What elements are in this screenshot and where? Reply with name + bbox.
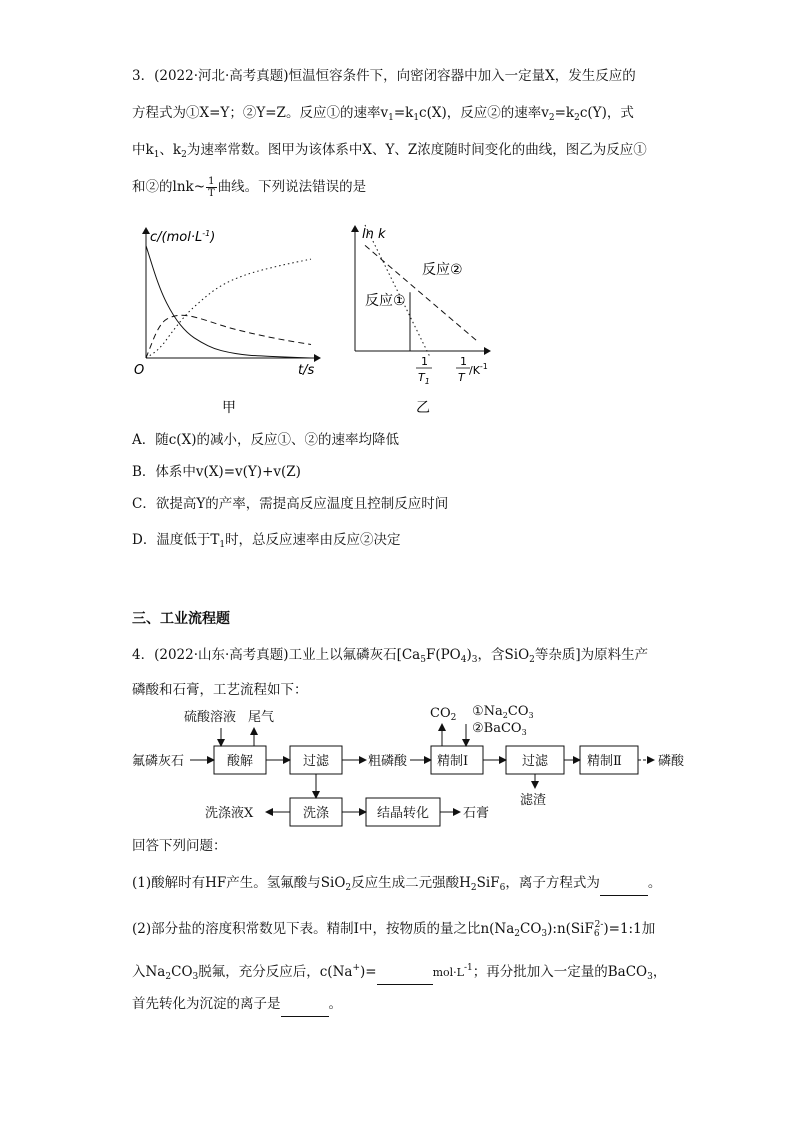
q3-text-3b: 、k — [159, 142, 182, 158]
q3-text-4a: 和②的lnk~ — [132, 179, 206, 195]
answer-blank-1[interactable] — [600, 875, 648, 896]
yi-tick-1-over-t — [456, 355, 488, 384]
flow-box-refine2-label: 精制Ⅱ — [587, 754, 622, 769]
p3-text-d: )= — [360, 964, 377, 980]
q3-line-3 — [132, 140, 647, 165]
q4-ask-text: 回答下列问题： — [132, 838, 227, 854]
q3-text-2d: c(Y)，式 — [579, 105, 634, 121]
flow-box-cryst-label: 结晶转化 — [377, 806, 430, 821]
q3-text-2b: =k — [393, 105, 414, 121]
frac-num: 1 — [206, 176, 217, 188]
frac-den: T — [208, 188, 215, 199]
q3-text-2a: 方程式为①X=Y；②Y=Z。反应①的速率v — [132, 105, 389, 121]
flow-box-acid-label: 酸解 — [227, 754, 254, 769]
flow-tail-gas: 尾气 — [248, 710, 275, 725]
q4-part-2-cont — [132, 958, 666, 987]
q3-text-2b2: =k — [554, 105, 575, 121]
sub: 3 — [647, 972, 653, 982]
q3-text-3a: 中k — [132, 142, 154, 158]
q4-text-1b: F(PO — [425, 647, 461, 663]
q4-text-1c: ) — [466, 647, 472, 663]
q4-part-1 — [132, 873, 661, 898]
flow-box-filter2-label: 过滤 — [522, 754, 549, 769]
flow-product1: 磷酸 — [658, 754, 685, 769]
q3-text-2c: c(X)，反应②的速率v — [419, 105, 549, 121]
sub: 2 — [181, 150, 187, 160]
p3-text-c: 脱氟，充分反应后，c(Na — [198, 964, 353, 980]
tick1-num: 1 — [421, 355, 428, 368]
jia-caption: 甲 — [222, 400, 236, 416]
sub: 5 — [420, 655, 426, 665]
option-a — [132, 430, 399, 450]
p1-text-b: 反应生成二元强酸H — [351, 875, 471, 891]
sub: 6 — [499, 883, 506, 893]
sup: -1 — [463, 963, 473, 973]
q4-source: (2022·山东·高考真题) — [154, 647, 289, 663]
yi-label-reaction2: 反应② — [422, 262, 463, 278]
flow-wash-out: 洗涤液X — [205, 806, 254, 821]
q3-line-2 — [132, 103, 634, 128]
jia-series-Z — [146, 259, 311, 358]
option-b — [132, 462, 301, 482]
flow-acid-in: 硫酸溶液 — [184, 710, 237, 725]
q4-part-2-end — [132, 994, 342, 1017]
q3-text-1: 恒温恒容条件下，向密闭容器中加入一定量X，发生反应的 — [288, 68, 636, 84]
sub: 3 — [192, 972, 199, 982]
flow-crude: 粗磷酸 — [368, 754, 408, 769]
p3-text-f: ， — [652, 964, 667, 980]
yi-ylabel: ln k — [362, 227, 386, 242]
sub: 2 — [514, 929, 521, 939]
p1-text-c: SiF — [476, 875, 500, 891]
q4-text-1d: ，含SiO — [477, 647, 530, 663]
sub: 2 — [165, 972, 172, 982]
q4-text-2: 磷酸和石膏，工艺流程如下： — [132, 682, 308, 698]
sub: 2 — [574, 113, 580, 123]
sub: 2 — [345, 883, 352, 893]
option-c — [132, 494, 448, 514]
p3-text-e: ；再分批加入一定量的BaCO — [472, 964, 648, 980]
option-a-text: A．随c(X)的减小，反应①、②的速率均降低 — [132, 432, 399, 448]
jia-series-Y — [146, 315, 311, 358]
p1-text-a: (1)酸解时有HF产生。氢氟酸与SiO — [132, 875, 346, 891]
sub: 4 — [460, 655, 467, 665]
fraction-1-over-t — [206, 176, 217, 199]
tick2-den: T — [458, 371, 465, 384]
option-b-text: B．体系中v(X)=v(Y)+v(Z) — [132, 464, 301, 480]
jia-origin: O — [134, 363, 145, 378]
option-d-text-a: D．温度低于T — [132, 532, 220, 548]
tick2-num: 1 — [460, 355, 467, 368]
q3-line-1 — [132, 66, 636, 86]
q4-text-1a: 工业上以氟磷灰石[Ca — [288, 647, 421, 663]
sub: 2 — [548, 113, 555, 123]
sub: 1 — [153, 150, 160, 160]
flow-box-refine1-label: 精制Ⅰ — [437, 754, 469, 769]
sub: 2 — [529, 655, 535, 665]
yi-caption: 乙 — [416, 400, 430, 416]
process-flow — [130, 700, 700, 830]
q3-text-3c: 为速率常数。图甲为该体系中X、Y、Z浓度随时间变化的曲线，图乙为反应① — [186, 142, 647, 158]
sub: 2 — [470, 883, 477, 893]
p1-end: 。 — [647, 875, 662, 891]
flow-box-filter1-label: 过滤 — [303, 754, 330, 769]
p4-text-a: 首先转化为沉淀的离子是 — [132, 996, 281, 1012]
sub: 1 — [388, 113, 394, 123]
flow-product2: 石膏 — [463, 806, 490, 821]
flow-feed: 氟磷灰石 — [132, 754, 185, 769]
chart-yi — [340, 222, 510, 420]
q3-text-4b: 曲线。下列说法错误的是 — [217, 179, 367, 195]
option-c-text: C．欲提高Y的产率，需提高反应温度且控制反应时间 — [132, 496, 449, 512]
flow-reagent1: $①Na_2CO_3$ — [472, 704, 534, 720]
p2-text-a: (2)部分盐的溶度积常数见下表。精制Ⅰ中，按物质的量之比n(Na — [132, 921, 515, 937]
sub: 6 — [593, 929, 600, 939]
option-d — [132, 530, 401, 555]
q4-part-2 — [132, 915, 655, 944]
q3-line-4 — [132, 176, 366, 199]
sub: 3 — [471, 655, 478, 665]
p3-text-a: 入Na — [132, 964, 166, 980]
yi-series-反应① — [365, 225, 430, 357]
q4-ask — [132, 836, 227, 856]
sup: 2- — [594, 920, 604, 930]
jia-ylabel: $c/(mol\cdot L^{-1})$ — [150, 229, 216, 245]
q3-number: 3． — [132, 68, 155, 84]
sup: + — [352, 963, 360, 973]
flow-box-wash-label: 洗涤 — [303, 806, 330, 821]
chart-jia — [128, 222, 328, 420]
q3-source: (2022·河北·高考真题) — [154, 68, 289, 84]
sub: 1 — [219, 540, 226, 550]
q4-number: 4． — [132, 647, 155, 663]
answer-blank-2[interactable] — [377, 964, 433, 985]
answer-blank-3[interactable] — [281, 996, 329, 1017]
yi-tick-1-over-t1 — [416, 355, 432, 386]
option-d-text-b: 时，总反应速率由反应②决定 — [225, 532, 401, 548]
yi-label-reaction1: 反应① — [365, 293, 406, 309]
jia-series-X — [146, 246, 311, 358]
q4-text-1e: 等杂质]为原料生产 — [534, 647, 649, 663]
flow-reagent2: ②BaCO$_3$ — [472, 721, 527, 737]
jia-curves — [146, 246, 311, 358]
p3-text-b: CO — [171, 964, 193, 980]
p4-end: 。 — [328, 996, 342, 1012]
section-heading: 三、工业流程题 — [132, 611, 230, 627]
p2-text-b: CO — [520, 921, 542, 937]
flow-co2: $CO_2$ — [430, 706, 457, 723]
svg-text:T1: $T_1$ — [418, 371, 430, 386]
jia-xlabel: t/s — [298, 363, 315, 378]
q4-line-2 — [132, 680, 308, 700]
q4-line-1 — [132, 645, 648, 670]
sub: 1 — [413, 113, 420, 123]
p1-text-d: ，离子方程式为 — [505, 875, 600, 891]
p2-text-d: )=1:1加 — [603, 921, 656, 937]
sub: 3 — [541, 929, 548, 939]
unit: mol·L — [432, 966, 464, 979]
p2-text-c: ):n(SiF — [547, 921, 594, 937]
flow-residue: 滤渣 — [520, 793, 547, 808]
yi-curves — [365, 225, 478, 357]
svg-text:/K-1: $/K^{-1}$ — [469, 362, 488, 377]
